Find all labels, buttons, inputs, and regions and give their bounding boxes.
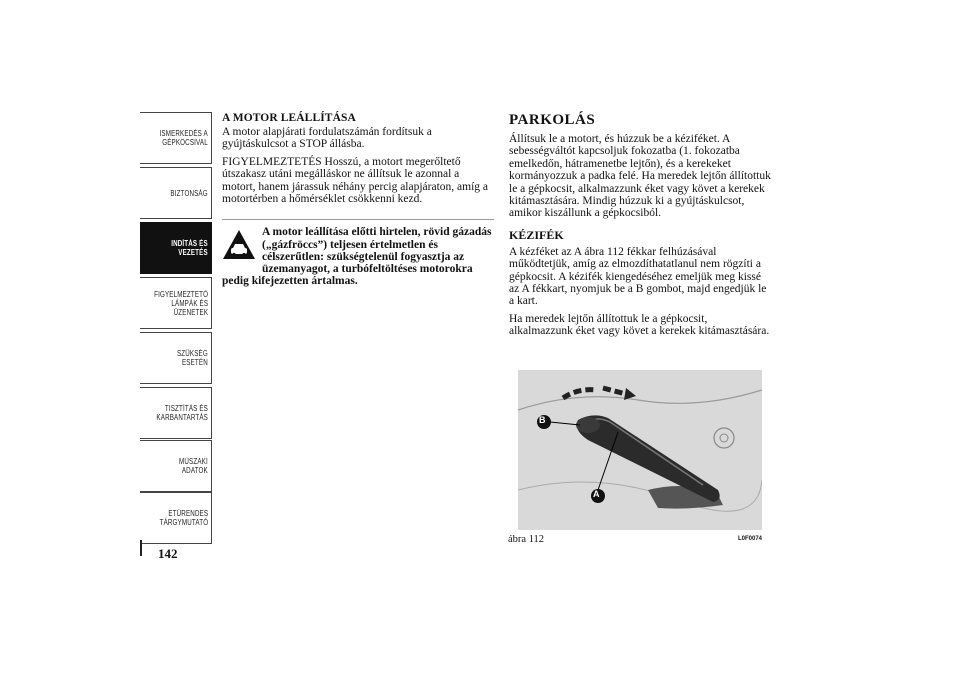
handbrake-heading: KÉZIFÉK [509,227,564,242]
warning-car-icon [222,228,256,262]
section-tabs [140,112,212,542]
page-number-rule [140,540,142,556]
parking-paragraph: Állítsuk le a motort, és húzzuk be a kéziféket. A sebességváltót kapcsoljuk fokozatba (1. fokozatba emelkedőn, hátramenetbe lejtőn), és a kerekeket kormányozzuk a padka felé. Ha meredek lejtőn állítottuk le a gépkocsit, alkalmazzunk éket vagy követ a kerekek kitámasztására. Mindig húzzuk ki a gyújtáskulcsot, amikor kiszállunk a gépkocsiból. [509,133,771,220]
left-column [222,112,494,287]
handbrake-paragraph: A kézféket az A ábra 112 fékkar felhúzásával működtetjük, amíg az elmozdíthatatlanul nem rögzíti a gépkocsit. A kézifék kiengedéséhez emeljük meg kissé az A fékkart, nyomjuk be a B gombot, majd engedjük le a kart. [509,245,767,308]
tab-szukseg-eseten[interactable] [140,332,212,384]
engine-stop-heading: A MOTOR LEÁLLÍTÁSA [222,112,356,124]
tab-label: INDÍTÁS ÉS VEZETÉS [171,239,208,257]
figure-code: L0F0074 [738,536,763,542]
tab-label: MŰSZAKI ADATOK [179,457,208,475]
tab-label: FIGYELMEZTETŐ LÁMPÁK ÉS ÜZENETEK [153,289,208,317]
tab-label: SZÜKSÉG ESETÉN [176,349,208,367]
handbrake-illustration [518,370,762,530]
tab-tisztitas[interactable] [140,387,212,439]
tab-inditas-es-vezetes[interactable] [140,222,212,274]
right-column [509,112,771,343]
tab-figyelmezteto-lampak[interactable] [140,277,212,329]
tab-ismerkedes[interactable] [140,112,212,164]
tab-label: ETŰRENDES TÁRGYMUTATÓ [159,509,208,527]
tab-muszaki-adatok[interactable] [140,440,212,492]
handbrake-slope-paragraph: Ha meredek lejtőn állítottuk le a gépkocsit, alkalmazzunk éket vagy követ a kerekek kitámasztására. [509,312,770,338]
engine-stop-paragraph: A motor alapjárati fordulatszámán fordítsuk a gyújtáskulcsot a STOP állásba. [222,126,432,151]
warning-divider [222,219,494,220]
figure-label-a: A [593,489,600,499]
figure-caption: ábra 112 [508,534,545,545]
tab-targymutato[interactable] [140,492,212,544]
figure-label-b: B [539,415,546,425]
page-number: 142 [158,546,178,561]
tab-label: BIZTONSÁG [170,188,208,198]
tab-label: TISZTÍTÁS ÉS KARBANTARTÁS [156,404,208,422]
engine-stop-note: FIGYELMEZTETÉS Hosszú, a motort megerőltető útszakasz utáni megálláskor ne állítsuk le azonnal a motort, hanem járassuk néhány percig alapjáraton, amíg a motortérben a hőmérséklet csökkenni kezd. [222,155,488,206]
warning-text: A motor leállítása előtti hirtelen, rövid gázadás („gázfröccs”) teljesen értelmetlen és célszerűtlen: szükségtelenül fogyasztja az üzemanyagot, a turbófeltöltéses motorokra pedig kifejezetten ártalmas. [222,226,492,288]
tab-biztonsag[interactable] [140,167,212,219]
parking-title: PARKOLÁS [509,112,596,128]
warning-box [222,226,494,287]
handbrake-figure [518,370,762,530]
tab-label: ISMERKEDÉS A GÉPKOCSIVAL [159,129,208,147]
